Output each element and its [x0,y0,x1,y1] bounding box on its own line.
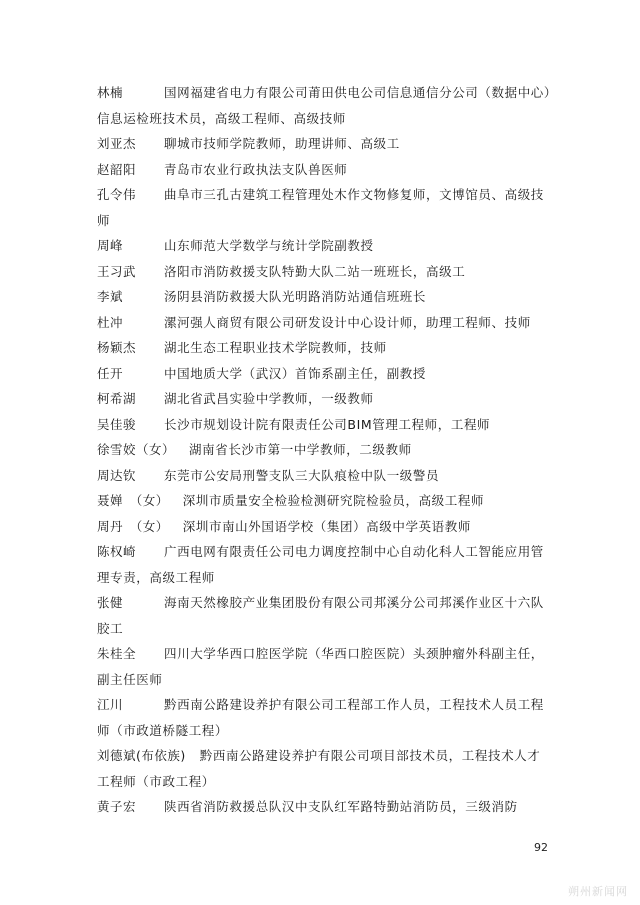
person-description: 深圳市质量安全检验检测研究院检验员，高级工程师 [182,493,485,508]
person-name: 李斌 [97,289,124,304]
list-item [97,743,552,794]
person-description: 陕西省消防救援总队汉中支队红军路特勤站消防员，三级消防 [164,799,518,814]
list-item [97,259,552,285]
person-description: 青岛市农业行政执法支队兽医师 [164,161,348,177]
person-name: 孔令伟 [97,187,137,202]
person-name: 刘亚杰 [97,136,137,151]
person-description: 湖北省武昌实验中学教师，一级教师 [164,391,374,406]
person-name: 聂婵 （女） [97,493,169,508]
list-item [97,412,552,438]
person-description: 黔西南公路建设养护有限公司项目部技术员，工程技术人才工程师（市政工程） [97,748,541,789]
person-name: 赵韶阳 [97,161,137,177]
person-name: 张健 [97,595,124,610]
list-item [97,539,552,590]
list-item [97,310,552,336]
person-name: 任开 [97,365,124,381]
watermark: 朔州新闻网 [568,885,628,898]
list-item [97,157,552,183]
list-item [97,131,552,157]
person-description: 汤阴县消防救援大队光明路消防站通信班班长 [164,289,427,304]
person-description: 长沙市规划设计院有限责任公司BIM管理工程师，工程师 [164,416,491,432]
list-item [97,182,552,233]
list-item [97,386,552,412]
person-description: 深圳市南山外国语学校（集团）高级中学英语教师 [182,518,471,534]
person-name: 王习武 [97,263,137,279]
person-description: 国网福建省电力有限公司莆田供电公司信息通信分公司（数据中心）信息运检班技术员，高级工程师、高级技师 [97,85,551,126]
person-description: 海南天然橡胶产业集团股份有限公司邦溪分公司邦溪作业区十六队胶工 [97,595,544,636]
person-description: 东莞市公安局刑警支队三大队痕检中队一级警员 [164,467,440,483]
entry-list [97,80,552,820]
person-description: 四川大学华西口腔医学院（华西口腔医院）头颈肿瘤外科副主任，副主任医师 [97,646,544,687]
person-description: 湖南省长沙市第一中学教师，二级教师 [189,442,412,457]
person-description: 曲阜市三孔古建筑工程管理处木作文物修复师，文博馆员、高级技师 [97,187,544,228]
person-name: 柯希湖 [97,391,137,406]
person-name: 黄子宏 [97,799,137,814]
list-item [97,233,552,259]
list-item [97,794,552,820]
person-name: 周丹 （女） [97,518,169,534]
person-description: 漯河强人商贸有限公司研发设计中心设计师，助理工程师、技师 [164,314,531,330]
person-name: 周峰 [97,238,124,253]
page-number: 92 [534,841,548,854]
person-name: 吴佳骏 [97,416,137,432]
person-name: 杜冲 [97,314,124,330]
person-name: 朱桂全 [97,646,137,661]
person-description: 广西电网有限责任公司电力调度控制中心自动化科人工智能应用管理专责，高级工程师 [97,544,544,585]
list-item [97,488,552,514]
person-name: 江川 [97,697,124,712]
person-name: 陈权崎 [97,544,137,559]
person-description: 聊城市技师学院教师，助理讲师、高级工 [164,136,400,151]
list-item [97,437,552,463]
list-item [97,361,552,387]
list-item [97,335,552,361]
person-name: 周达钦 [97,467,137,483]
person-description: 洛阳市消防救援支队特勤大队二站一班班长，高级工 [164,263,466,279]
person-name: 徐雪姣（女） [97,442,176,457]
person-name: 林楠 [97,85,124,100]
person-name: 刘德斌(布依族) [97,748,186,763]
list-item [97,692,552,743]
person-description: 黔西南公路建设养护有限公司工程部工作人员，工程技术人员工程师（市政道桥隧工程） [97,697,544,738]
person-description: 湖北生态工程职业技术学院教师，技师 [164,340,387,355]
person-name: 杨颖杰 [97,340,137,355]
person-description: 中国地质大学（武汉）首饰系副主任，副教授 [164,365,427,381]
list-item [97,80,552,131]
list-item [97,590,552,641]
list-item [97,463,552,489]
list-item [97,514,552,540]
person-description: 山东师范大学数学与统计学院副教授 [164,238,374,253]
list-item [97,284,552,310]
list-item [97,641,552,692]
